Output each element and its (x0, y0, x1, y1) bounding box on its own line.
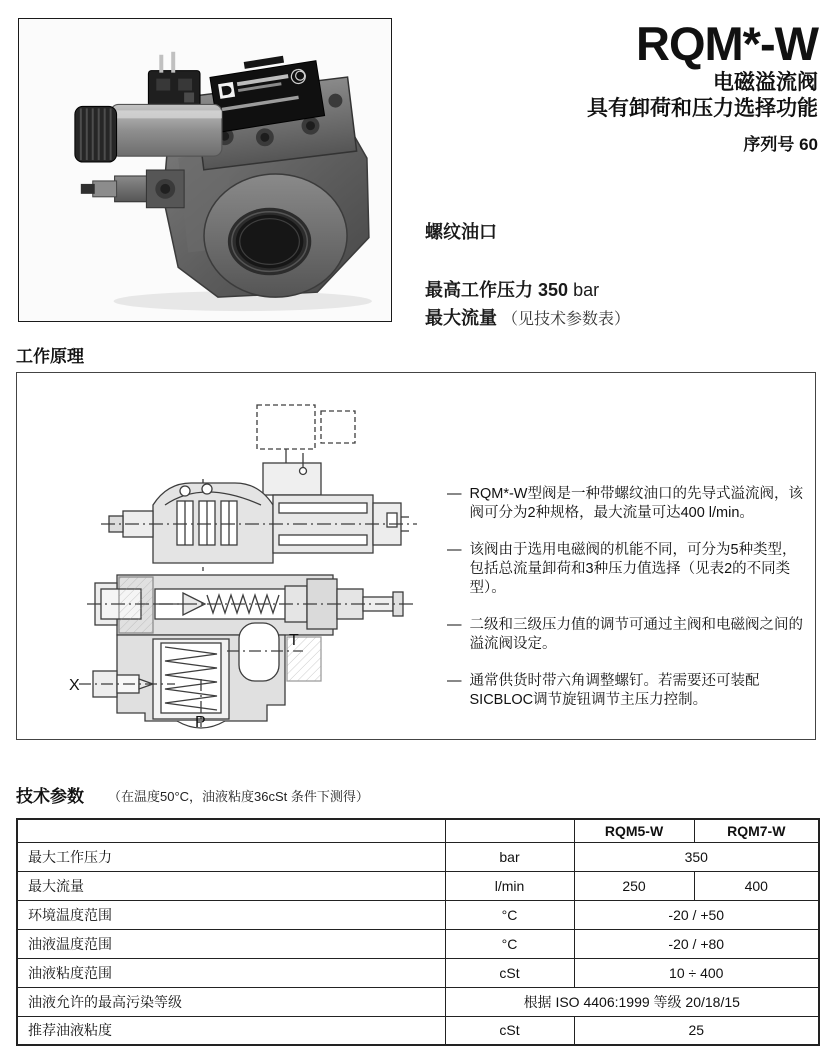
max-pressure-line (425, 276, 630, 304)
bullet-text: 通常供货时带六角调整螺钉。若需要还可装配SICBLOC调节旋钮调节主压力控制。 (469, 673, 760, 708)
cross-section-diagram (35, 383, 433, 729)
row-label: 油液温度范围 (17, 929, 445, 958)
row-value: 350 (574, 842, 819, 871)
title-block (587, 18, 818, 155)
header-rqm7: RQM7-W (694, 819, 819, 842)
bullet-text: 二级和三级压力值的调节可通过主阀和电磁阀之间的溢流阀设定。 (469, 617, 803, 652)
table-row (17, 842, 819, 871)
technical-data-table (16, 818, 820, 1046)
max-flow-line (425, 304, 630, 334)
knurled-knob (75, 106, 117, 162)
row-label: 最大流量 (17, 871, 445, 900)
intro-specs (425, 218, 630, 334)
valve-photo (19, 19, 391, 321)
row-label: 油液粘度范围 (17, 958, 445, 987)
row-label: 环境温度范围 (17, 900, 445, 929)
bullet-dash: — (447, 617, 462, 633)
max-flow-note: （见技术参数表） (502, 311, 631, 328)
max-flow-label: 最大流量 (425, 308, 497, 328)
row-value: -20 / +80 (574, 929, 819, 958)
bullet-item (447, 672, 809, 710)
row-value-rqm7: 400 (694, 871, 819, 900)
pilot-valve-section (109, 483, 273, 563)
bullet-dash: — (447, 673, 462, 689)
row-label: 油液允许的最高污染等级 (17, 987, 445, 1016)
max-pressure-value: 350 (538, 280, 569, 300)
table-row (17, 1016, 819, 1045)
row-value: 25 (574, 1016, 819, 1045)
header-empty-label (17, 819, 445, 842)
bullet-item (447, 616, 809, 654)
row-unit: °C (445, 929, 574, 958)
table-header-row (17, 819, 819, 842)
row-value-rqm5: 250 (574, 871, 694, 900)
bullet-item (447, 541, 809, 598)
main-body-section (79, 623, 303, 728)
row-unit: cSt (445, 1016, 574, 1045)
table-row (17, 900, 819, 929)
principle-box (16, 372, 816, 740)
specs-condition-note: （在温度50°C，油液粘度36cSt 条件下测得） (108, 789, 369, 804)
connector-base (263, 463, 321, 495)
row-unit: °C (445, 900, 574, 929)
port-label-x: X (69, 677, 80, 694)
principle-heading: 工作原理 (16, 347, 84, 366)
port-label-t: T (289, 632, 299, 649)
max-pressure-label: 最高工作压力 (425, 280, 533, 300)
header-empty-unit (445, 819, 574, 842)
bullet-text: RQM*-W型阀是一种带螺纹油口的先导式溢流阀，该阀可分为2种规格，最大流量可达400 l/min。 (469, 486, 803, 521)
row-value: -20 / +50 (574, 900, 819, 929)
bullet-item (447, 485, 809, 523)
row-unit: bar (445, 842, 574, 871)
bullet-dash: — (447, 486, 462, 502)
row-unit: l/min (445, 871, 574, 900)
connector-dashed-outline (257, 405, 355, 463)
product-code: RQM*-W (636, 17, 818, 70)
table-row (17, 987, 819, 1016)
header-rqm5: RQM5-W (574, 819, 694, 842)
max-pressure-unit: bar (573, 280, 600, 300)
specs-heading: 技术参数 (16, 787, 84, 806)
row-label: 最大工作压力 (17, 842, 445, 871)
product-subtitle-1: 电磁溢流阀 (713, 71, 818, 94)
series-number: 序列号 60 (743, 135, 818, 154)
principle-bullet-list (447, 485, 809, 728)
table-row (17, 871, 819, 900)
row-value: 10 ÷ 400 (574, 958, 819, 987)
port-label-p: P (195, 714, 206, 729)
table-row (17, 929, 819, 958)
section-hatching (119, 577, 153, 633)
bullet-text: 该阀由于选用电磁阀的机能不同，可分为5种类型，包括总流量卸荷和3种压力值选择（见表2的不同类型）。 (469, 542, 797, 596)
row-label: 推荐油液粘度 (17, 1016, 445, 1045)
row-value-full: 根据 ISO 4406:1999 等级 20/18/15 (445, 987, 819, 1016)
product-subtitle-2: 具有卸荷和压力选择功能 (587, 97, 818, 120)
table-row (17, 958, 819, 987)
solenoid-tube (111, 104, 222, 156)
product-photo-frame (18, 18, 392, 322)
port-type-label: 螺纹油口 (425, 222, 497, 242)
bullet-dash: — (447, 542, 462, 558)
row-unit: cSt (445, 958, 574, 987)
